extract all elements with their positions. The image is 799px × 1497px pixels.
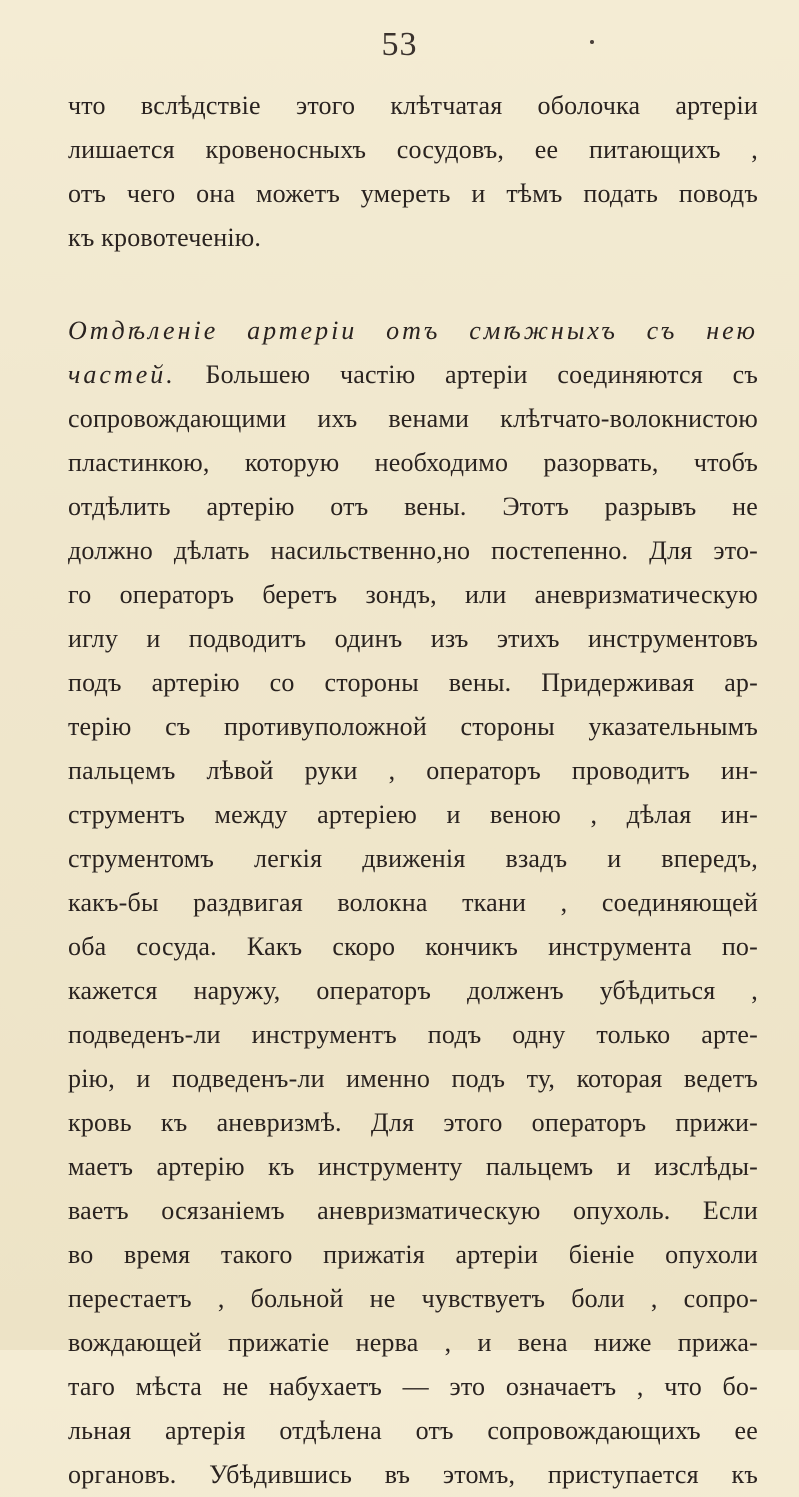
text-line: во время такого прижатія артеріи біеніе опухоли bbox=[68, 1240, 758, 1269]
section-heading-end: частей. bbox=[68, 360, 176, 389]
text-line: пластинкою, которую необходимо разорвать, чтобъ bbox=[68, 448, 758, 477]
ink-speck bbox=[590, 40, 594, 44]
text-line: что вслѣдствіе этого клѣтчатая оболочка артеріи bbox=[68, 91, 758, 120]
text-line: подведенъ-ли инструментъ подъ одну только арте- bbox=[68, 1020, 758, 1049]
paragraph-2 bbox=[68, 309, 758, 1497]
text-line: отдѣлить артерію отъ вены. Этотъ разрывъ не bbox=[68, 492, 758, 521]
text-line: подъ артерію со стороны вены. Придерживая ар- bbox=[68, 668, 758, 697]
text-line: струментъ между артеріею и веною , дѣлая ин- bbox=[68, 800, 758, 829]
page-number: 53 bbox=[381, 26, 418, 63]
text-line: маетъ артерію къ инструменту пальцемъ и изслѣды- bbox=[68, 1152, 758, 1181]
section-heading: Отдѣленіе артеріи отъ смѣжныхъ съ нею bbox=[68, 316, 758, 345]
text-line: лишается кровеносныхъ сосудовъ, ее питающихъ , bbox=[68, 135, 758, 164]
text-line: пальцемъ лѣвой руки , операторъ проводитъ ин- bbox=[68, 756, 758, 785]
text-line: отъ чего она можетъ умереть и тѣмъ подать поводъ bbox=[68, 179, 758, 208]
text-line: льная артерія отдѣлена отъ сопровождающихъ ее bbox=[68, 1416, 758, 1445]
text-line: го операторъ беретъ зондъ, или аневризматическую bbox=[68, 580, 758, 609]
paragraph-gap bbox=[68, 260, 758, 309]
text-line bbox=[68, 353, 758, 397]
text-line: органовъ. Убѣдившись въ этомъ, приступается къ bbox=[68, 1460, 758, 1489]
text-line: струментомъ легкія движенія взадъ и впередъ, bbox=[68, 844, 758, 873]
text-line: терію съ противуположной стороны указательнымъ bbox=[68, 712, 758, 741]
text-line: сопровождающими ихъ венами клѣтчато-волокнистою bbox=[68, 404, 758, 433]
text-line: должно дѣлать насильственно,но постепенно. Для это- bbox=[68, 536, 758, 565]
text-line-rest: Большею частію артеріи соединяются съ bbox=[175, 360, 758, 389]
paragraph-1 bbox=[68, 84, 758, 260]
text-line: таго мѣста не набухаетъ — это означаетъ , что бо- bbox=[68, 1372, 758, 1401]
text-line: вождающей прижатіе нерва , и вена ниже прижа- bbox=[68, 1328, 758, 1357]
text-line: иглу и подводитъ одинъ изъ этихъ инструментовъ bbox=[68, 624, 758, 653]
text-line: какъ-бы раздвигая волокна ткани , соединяющей bbox=[68, 888, 758, 917]
body-text bbox=[68, 84, 758, 1497]
text-line: оба сосуда. Какъ скоро кончикъ инструмента по- bbox=[68, 932, 758, 961]
text-line: кровь къ аневризмѣ. Для этого операторъ прижи- bbox=[68, 1108, 758, 1137]
text-line: перестаетъ , больной не чувствуетъ боли , сопро- bbox=[68, 1284, 758, 1313]
text-line: рію, и подведенъ-ли именно подъ ту, которая ведетъ bbox=[68, 1064, 758, 1093]
text-line: къ кровотеченію. bbox=[68, 223, 262, 252]
text-line: кажется наружу, операторъ долженъ убѣдиться , bbox=[68, 976, 758, 1005]
text-line: ваетъ осязаніемъ аневризматическую опухоль. Если bbox=[68, 1196, 758, 1225]
